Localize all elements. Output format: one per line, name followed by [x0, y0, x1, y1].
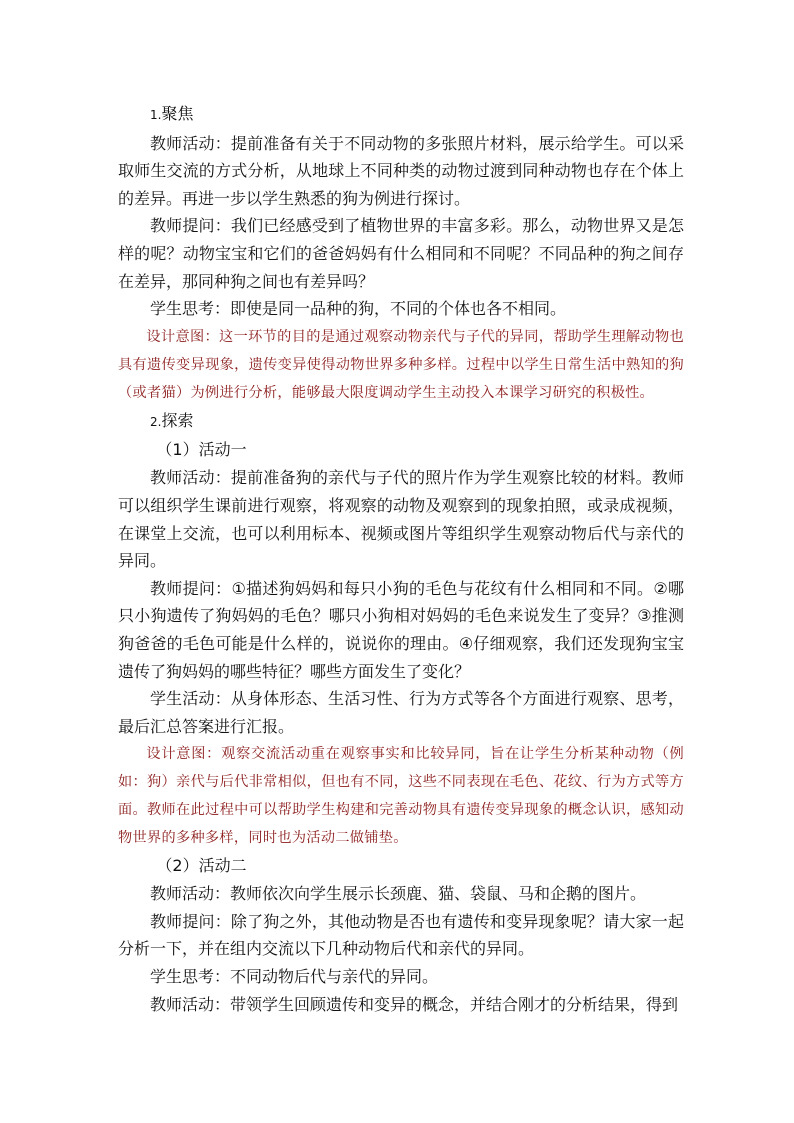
paragraph-student-activity: 学生活动：从身体形态、生活习性、行为方式等各个方面进行观察、思考，最后汇总答案进行汇报。	[118, 689, 684, 736]
paragraph-student-thinking: 学生思考：不同动物后代与亲代的异同。	[150, 967, 439, 987]
heading-text: 聚焦	[161, 104, 194, 123]
heading-text: 探索	[161, 410, 194, 430]
section-heading-focus	[118, 100, 684, 130]
document-page	[118, 100, 684, 1018]
paragraph-teacher-question: 教师提问：①描述狗妈妈和每只小狗的毛色与花纹有什么相同和不同。②哪只小狗遗传了狗妈妈的毛色？哪只小狗相对妈妈的毛色来说发生了变异？③推测狗爸爸的毛色可能是什么样的，说说你的理由。④仔细观察，我们还发现狗宝宝遗传了狗妈妈的哪些特征？哪些方面发生了变化？	[118, 578, 684, 681]
heading-number: 1.	[150, 108, 162, 122]
design-intent-note: 设计意图：观察交流活动重在观察事实和比较异同，旨在让学生分析某种动物（例如：狗）亲代与后代非常相似，但也有不同，这些不同表现在毛色、花纹、行为方式等方面。教师在此过程中可以帮助学生构建和完善动物具有遗传变异现象的概念认识，感知动物世界的多种多样，同时也为活动二做铺垫。	[118, 746, 684, 847]
paragraph-teacher-activity: 教师活动：带领学生回顾遗传和变异的概念，并结合刚才的分析结果，得到	[150, 994, 679, 1014]
paragraph-teacher-question: 教师提问：除了狗之外，其他动物是否也有遗传和变异现象呢？请大家一起分析一下，并在组内交流以下几种动物后代和亲代的异同。	[118, 911, 684, 959]
design-intent-note: 设计意图：这一环节的目的是通过观察动物亲代与子代的异同，帮助学生理解动物也具有遗传变异现象，遗传变异使得动物世界多种多样。过程中以学生日常生活中熟知的狗（或者猫）为例进行分析，能够最大限度调动学生主动投入本课学习研究的积极性。	[118, 328, 684, 401]
paragraph-teacher-activity: 教师活动：提前准备狗的亲代与子代的照片作为学生观察比较的材料。教师可以组织学生课前进行观察，将观察的动物及观察到的现象拍照，或录成视频，在课堂上交流，也可以利用标本、视频或图片等组织学生观察动物后代与亲代的异同。	[118, 468, 684, 571]
paragraph-teacher-activity: 教师活动：教师依次向学生展示长颈鹿、猫、袋鼠、马和企鹅的图片。	[150, 884, 647, 904]
heading-number: 2.	[150, 414, 162, 429]
section-heading-explore	[118, 407, 684, 437]
paragraph-student-thinking: 学生思考：即使是同一品种的狗，不同的个体也各不相同。	[150, 299, 567, 319]
paragraph-teacher-question: 教师提问：我们已经感受到了植物世界的丰富多彩。那么，动物世界又是怎样的呢？动物宝宝和它们的爸爸妈妈有什么相同和不同呢？不同品种的狗之间存在差异，那同种狗之间也有差异吗？	[118, 216, 684, 291]
activity-1-title: （1）活动一	[156, 440, 247, 460]
paragraph-teacher-activity: 教师活动：提前准备有关于不同动物的多张照片材料，展示给学生。可以采取师生交流的方式分析，从地球上不同种类的动物过渡到同种动物也存在个体上的差异。再进一步以学生熟悉的狗为例进行探讨。	[118, 133, 684, 208]
activity-2-title: （2）活动二	[156, 856, 247, 876]
